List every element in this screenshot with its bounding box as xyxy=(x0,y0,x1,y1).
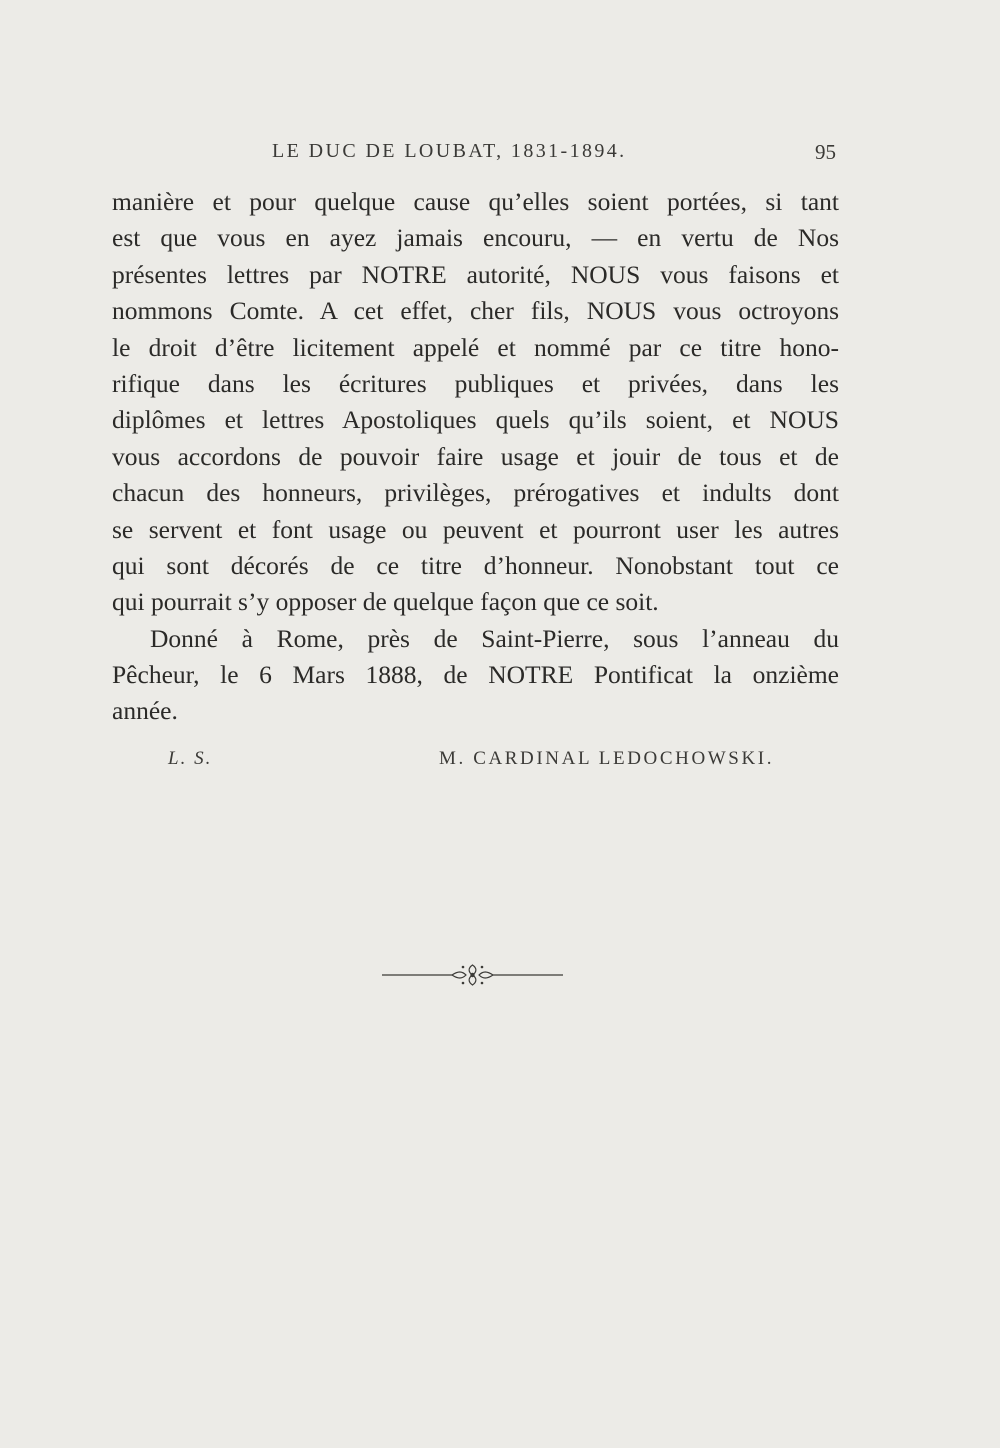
text-line: nommons Comte. A cet effet, cher fils, NOUS vous octroyons xyxy=(112,296,839,326)
text-line: chacun des honneurs, privilèges, prérogatives et indults dont xyxy=(112,478,839,508)
signature-block xyxy=(112,748,839,778)
text-line: qui pourrait s’y opposer de quelque façon que ce soit. xyxy=(112,587,659,617)
text-line: est que vous en ayez jamais encouru, — en vertu de Nos xyxy=(112,223,839,253)
text-line: le droit d’être licitement appelé et nommé par ce titre hono- xyxy=(112,332,839,362)
signatory-name: M. CARDINAL LEDOCHOWSKI. xyxy=(439,748,775,769)
running-head: LE DUC DE LOUBAT, 1831-1894. xyxy=(272,140,627,162)
text-line: diplômes et lettres Apostoliques quels qu’ils soient, et NOUS xyxy=(112,405,839,435)
text-line: Donné à Rome, près de Saint-Pierre, sous l’anneau du xyxy=(150,623,839,653)
text-line: vous accordons de pouvoir faire usage et jouir de tous et de xyxy=(112,441,839,471)
letter-body xyxy=(112,184,839,730)
seal-abbreviation: L. S. xyxy=(168,748,213,769)
fleuron-ornament-icon xyxy=(380,962,565,990)
text-line: qui sont décorés de ce titre d’honneur. Nonobstant tout ce xyxy=(112,550,839,580)
text-line: Pêcheur, le 6 Mars 1888, de NOTRE Pontificat la onzième xyxy=(112,660,839,690)
text-line: rifique dans les écritures publiques et privées, dans les xyxy=(112,368,839,398)
text-line: manière et pour quelque cause qu’elles soient portées, si tant xyxy=(112,187,839,216)
text-line: se servent et font usage ou peuvent et pourront user les autres xyxy=(112,514,839,544)
page-number: 95 xyxy=(815,140,836,164)
text-line: présentes lettres par NOTRE autorité, NOUS vous faisons et xyxy=(112,259,839,289)
text-line: année. xyxy=(112,696,178,726)
